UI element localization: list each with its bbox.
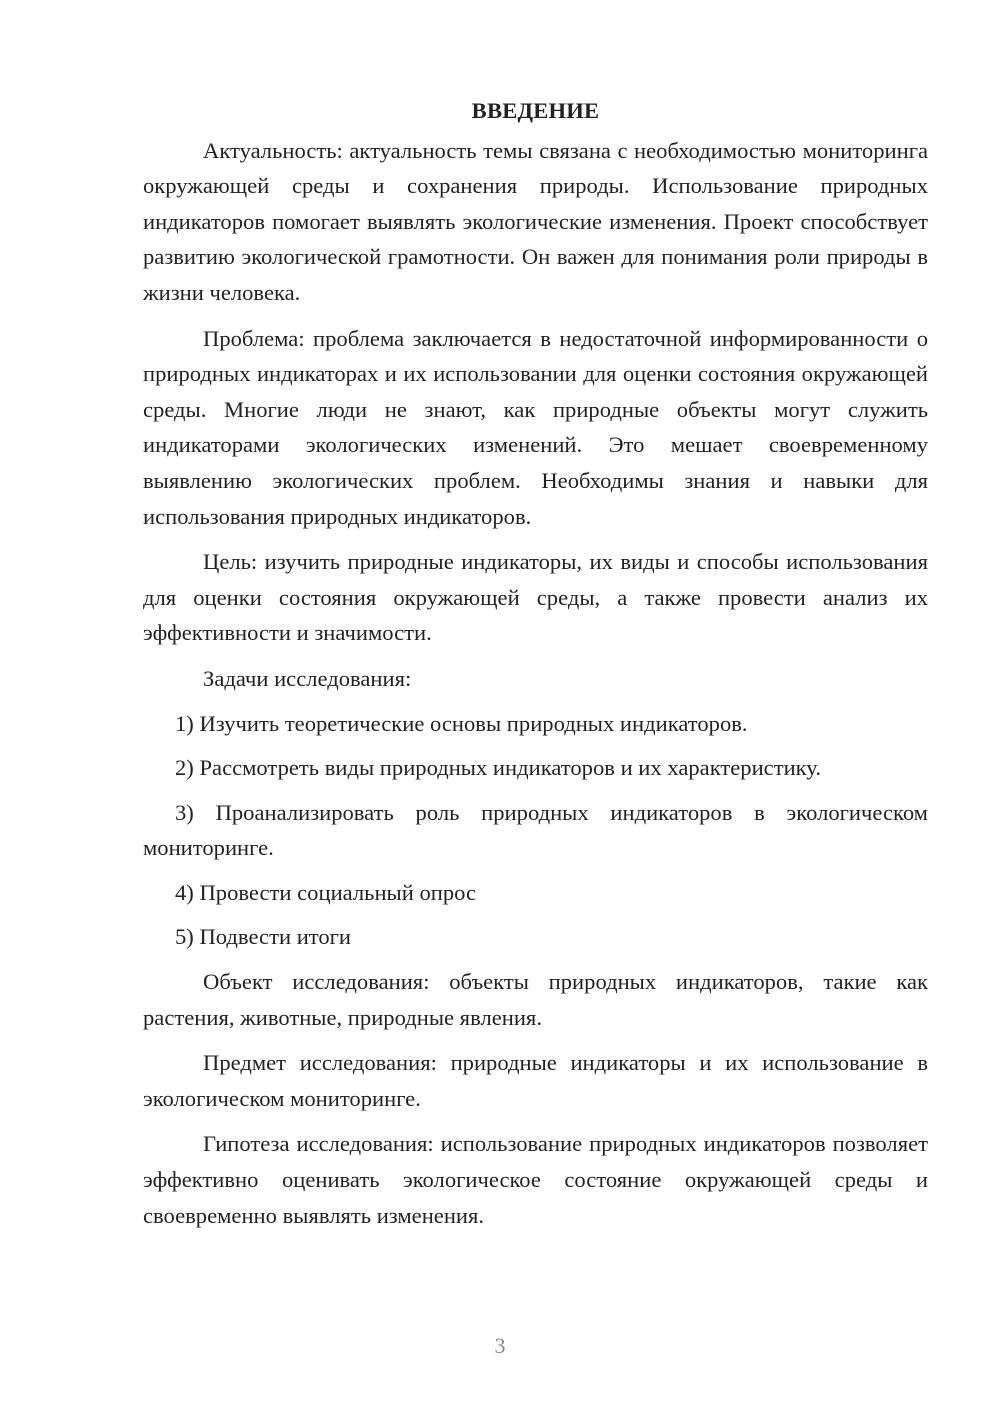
list-item: 3) Проанализировать роль природных индикаторов в экологическом мониторинге. bbox=[143, 799, 928, 861]
paragraph-goal: Цель: изучить природные индикаторы, их виды и способы использования для оценки состояния окружающей среды, а также провести анализ их эффективности и значимости. bbox=[143, 549, 928, 646]
tasks-list bbox=[143, 706, 928, 956]
paragraph-problem: Проблема: проблема заключается в недостаточной информированности о природных индикаторах и их использовании для оценки состояния окружающей среды. Многие люди не знают, как природные объекты могут служить индикаторами экологических изменений. Это мешает своевременному выявлению экологических проблем. Необходимы знания и навыки для использования природных индикаторов. bbox=[143, 325, 928, 529]
document-body bbox=[143, 93, 928, 1243]
paragraph-object: Объект исследования: объекты природных индикаторов, такие как растения, животные, природные явления. bbox=[143, 969, 928, 1030]
paragraph-subject: Предмет исследования: природные индикаторы и их использование в экологическом мониторинге. bbox=[143, 1050, 928, 1111]
list-item: 5) Подвести итоги bbox=[175, 924, 352, 950]
list-item: 4) Провести социальный опрос bbox=[175, 879, 477, 905]
list-item: 2) Рассмотреть виды природных индикаторов и их характеристику. bbox=[175, 755, 821, 781]
section-title: ВВЕДЕНИЕ bbox=[471, 98, 600, 123]
page-number: 3 bbox=[494, 1333, 506, 1358]
paragraph-hypothesis: Гипотеза исследования: использование природных индикаторов позволяет эффективно оценивать экологическое состояние окружающей среды и своевременно выявлять изменения. bbox=[143, 1131, 928, 1228]
paragraph-relevance: Актуальность: актуальность темы связана с необходимостью мониторинга окружающей среды и сохранения природы. Использование природных индикаторов помогает выявлять экологические изменения. Проект способствует развитию экологической грамотности. Он важен для понимания роли природы в жизни человека. bbox=[143, 137, 928, 305]
list-item: 1) Изучить теоретические основы природных индикаторов. bbox=[175, 710, 748, 736]
tasks-heading: Задачи исследования: bbox=[203, 665, 412, 691]
